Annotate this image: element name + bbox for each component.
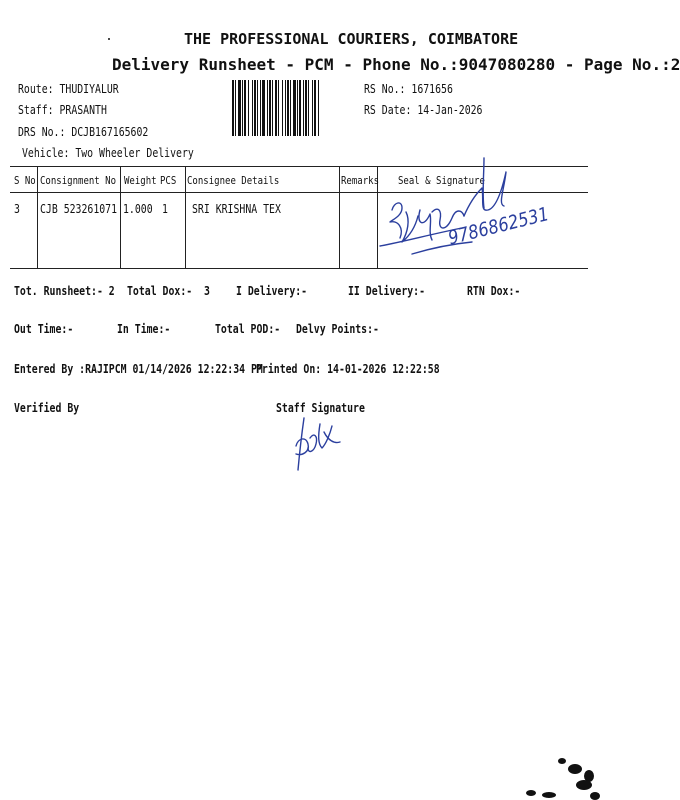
- total-dox-value: 3: [204, 284, 210, 298]
- header-consignment: Consignment No: [40, 174, 117, 187]
- rtn-dox: RTN Dox:-: [467, 284, 521, 298]
- staff-label: Staff: PRASANTH: [18, 103, 107, 117]
- delivery-points: Delvy Points:-: [296, 322, 379, 336]
- header-sno: S No: [14, 174, 36, 187]
- row-sno: 3: [14, 202, 20, 216]
- handwritten-phone: 9786862531: [446, 203, 552, 250]
- row-weight: 1.000: [123, 202, 153, 216]
- rs-number: RS No.: 1671656: [364, 82, 453, 96]
- total-runsheet: Tot. Runsheet:- 2: [14, 284, 115, 298]
- header-consignee: Consignee Details: [187, 174, 280, 187]
- document-subtitle: Delivery Runsheet - PCM - Phone No.:9047080280 - Page No.:2: [112, 55, 680, 74]
- printed-on: Printed On: 14-01-2026 12:22:58: [256, 362, 440, 376]
- staff-signature-label: Staff Signature: [276, 401, 365, 415]
- rs-date: RS Date: 14-Jan-2026: [364, 103, 483, 117]
- out-time: Out Time:-: [14, 322, 74, 336]
- in-time: In Time:-: [117, 322, 171, 336]
- row-pcs: 1: [162, 202, 168, 216]
- vehicle-label: Vehicle: Two Wheeler Delivery: [22, 146, 194, 160]
- route-label: Route: THUDIYALUR: [18, 82, 119, 96]
- row-consignee: SRI KRISHNA TEX: [192, 202, 281, 216]
- ii-delivery: II Delivery:-: [348, 284, 426, 298]
- header-remarks: Remarks: [341, 174, 380, 187]
- total-pod: Total POD:-: [215, 322, 281, 336]
- barcode-image: [232, 80, 356, 136]
- verified-by: Verified By: [14, 401, 80, 415]
- row-consignment: CJB 523261071: [40, 202, 118, 216]
- header-weight: Weight: [124, 174, 157, 187]
- header-seal-signature: Seal & Signature: [398, 174, 485, 187]
- entered-by: Entered By :RAJIPCM 01/14/2026 12:22:34 PM: [14, 362, 263, 376]
- header-pcs: PCS: [160, 174, 177, 187]
- i-delivery: I Delivery:-: [236, 284, 308, 298]
- document-title: THE PROFESSIONAL COURIERS, COIMBATORE: [184, 30, 519, 48]
- drs-number: DRS No.: DCJB167165602: [18, 125, 149, 139]
- staff-signature: [284, 408, 354, 478]
- total-dox: Total Dox:-: [127, 284, 193, 298]
